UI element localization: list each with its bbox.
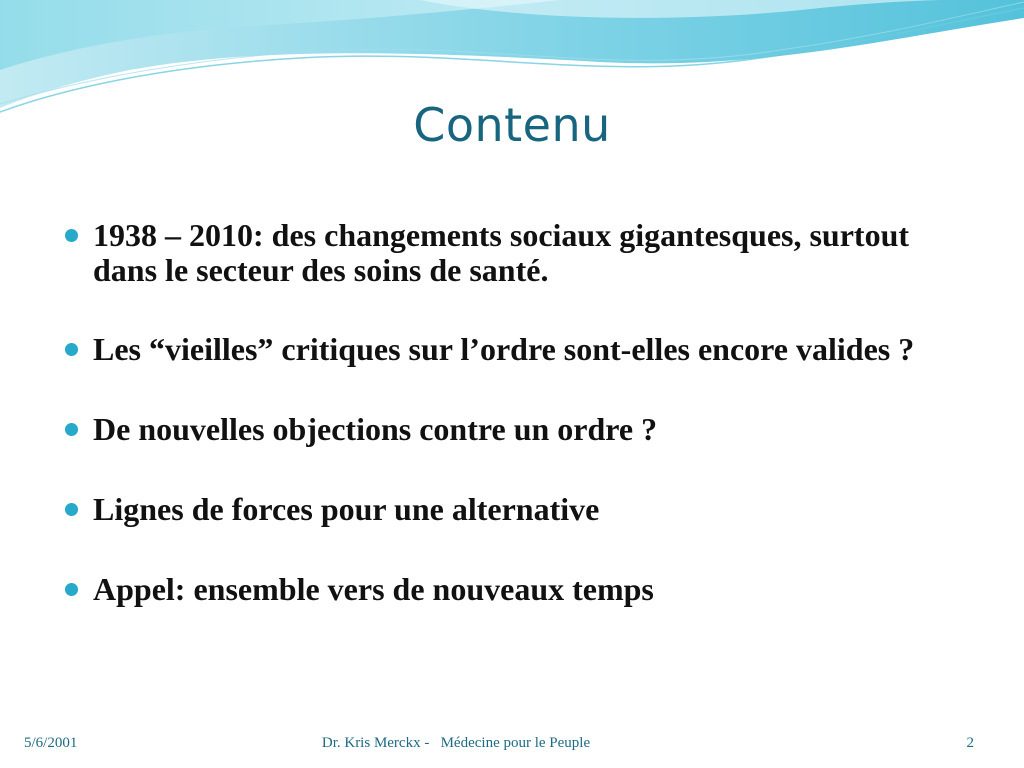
bullet-list: [62, 218, 972, 651]
bullet-dot-icon: [65, 423, 78, 436]
bullet-item: [62, 492, 972, 527]
bullet-text: Les “vieilles” critiques sur l’ordre sont-elles encore valides ?: [93, 331, 915, 367]
bullet-item: [62, 412, 972, 447]
bullet-item: [62, 572, 972, 607]
bullet-text: Lignes de forces pour une alternative: [93, 491, 600, 527]
footer-page-number: 2: [966, 735, 974, 751]
bullet-dot-icon: [65, 343, 78, 356]
bullet-text: 1938 – 2010: des changements sociaux gigantesques, surtout dans le secteur des soins de santé.: [93, 217, 910, 288]
bullet-text: Appel: ensemble vers de nouveaux temps: [93, 571, 654, 607]
bullet-dot-icon: [65, 583, 78, 596]
slide-title: Contenu: [413, 98, 611, 152]
bullet-text: De nouvelles objections contre un ordre ?: [93, 411, 658, 447]
bullet-item: [62, 332, 972, 367]
bullet-item: [62, 218, 972, 288]
bullet-dot-icon: [65, 503, 78, 516]
bullet-dot-icon: [65, 229, 78, 242]
footer-date: 5/6/2001: [24, 735, 78, 751]
footer-author: Dr. Kris Merckx - Médecine pour le Peuple: [321, 735, 591, 751]
